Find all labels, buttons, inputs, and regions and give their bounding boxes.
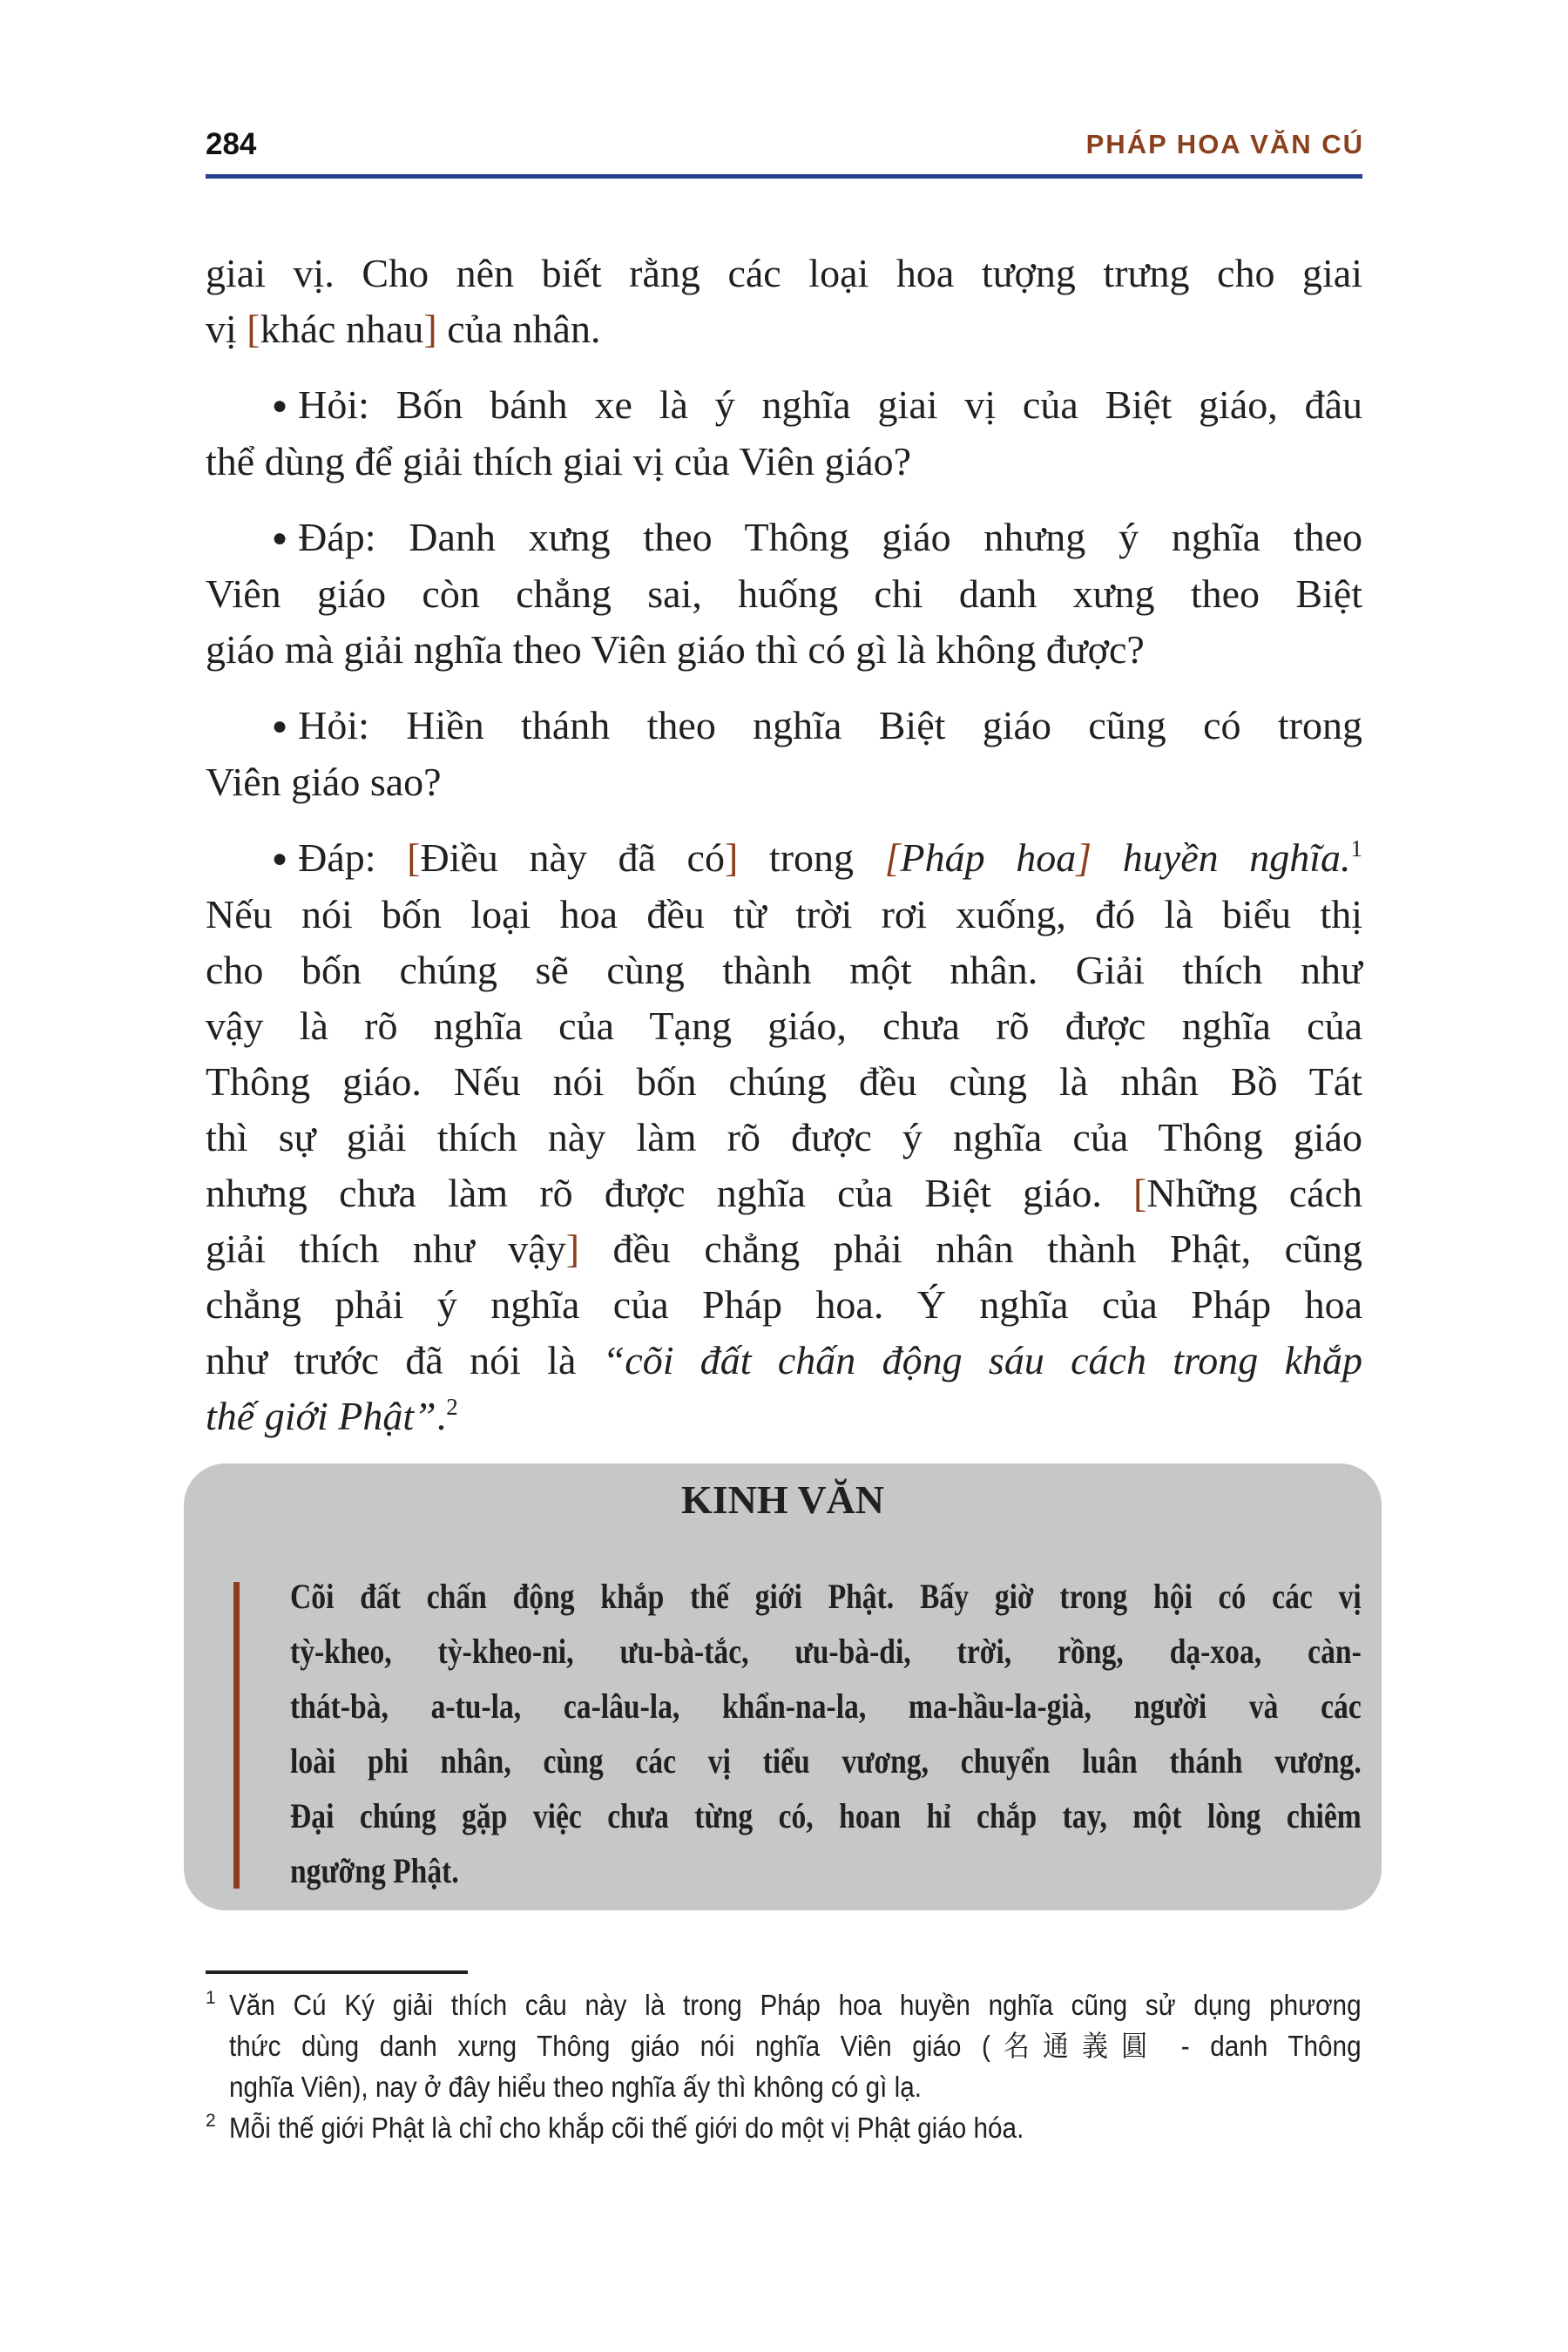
text-line [290, 1843, 1362, 1898]
text-run: Đáp: [298, 835, 408, 880]
text-line [206, 1277, 1362, 1333]
bullet-icon: ● [272, 844, 288, 873]
text-line [206, 246, 1362, 301]
text-line [229, 1984, 1362, 2025]
text-run: ngưỡng Phật. [290, 1851, 459, 1890]
text-line [229, 2107, 1362, 2148]
qa-paragraph [206, 830, 1362, 1444]
text-line [206, 622, 1362, 678]
text-line [206, 301, 1362, 357]
text-line [206, 754, 1362, 810]
italic-text: Pháp hoa [900, 835, 1077, 880]
text-line [206, 943, 1362, 998]
text-run: Nếu nói bốn loại hoa đều từ trời rơi xuống, đó là biểu thị [206, 892, 1362, 936]
text-line [206, 1054, 1362, 1110]
scripture-heading: KINH VĂN [680, 1477, 884, 1522]
text-line [206, 1166, 1362, 1221]
text-line [229, 2025, 1362, 2066]
text-run: Viên giáo còn chẳng sai, huống chi danh xưng theo Biệt [206, 571, 1362, 616]
text-line [206, 377, 1362, 434]
text-run: chẳng phải ý nghĩa của Pháp hoa. Ý nghĩa của Pháp hoa [206, 1282, 1362, 1327]
italic-text: thế giới Phật” [206, 1394, 436, 1438]
text-line [206, 1333, 1362, 1389]
text-line [206, 510, 1362, 566]
text-run: vị [206, 307, 247, 351]
text-line [206, 566, 1362, 622]
editorial-bracket-italic: [ [884, 835, 901, 880]
scripture-text [290, 1569, 1362, 1898]
text-run: thể dùng để giải thích giai vị của Viên giáo? [206, 439, 912, 483]
italic-text: “cõi đất chấn động sáu cách trong khắp [602, 1338, 1362, 1382]
text-run: . [436, 1394, 447, 1438]
text-run: của nhân. [436, 307, 601, 351]
text-run: Điều này đã có [420, 835, 725, 880]
text-run: Văn Cú Ký giải thích câu này là trong Pháp hoa huyền nghĩa cũng sử dụng phương [229, 1989, 1362, 2021]
text-line [206, 887, 1362, 943]
text-run: Đáp: Danh xưng theo Thông giáo nhưng ý nghĩa theo [298, 515, 1362, 559]
header-rule [206, 174, 1362, 179]
italic-text: huyền nghĩa. [1092, 835, 1351, 880]
text-run: trong [738, 835, 885, 880]
text-line [229, 2066, 1362, 2107]
scripture-accent-bar [233, 1582, 240, 1889]
qa-paragraph [206, 377, 1362, 490]
footnote-separator [206, 1970, 468, 1974]
text-line [206, 830, 1362, 887]
text-run: giải thích như vậy [206, 1227, 566, 1271]
editorial-bracket: [ [247, 307, 260, 351]
editorial-bracket: ] [423, 307, 437, 351]
text-run: giai vị. Cho nên biết rằng các loại hoa tượng trưng cho giai [206, 251, 1362, 295]
text-line [206, 698, 1362, 754]
text-line [206, 998, 1362, 1054]
footnote [206, 1984, 1362, 2107]
text-run: cho bốn chúng sẽ cùng thành một nhân. Giải thích như [206, 948, 1362, 992]
text-run: Viên giáo sao? [206, 760, 442, 804]
text-line [290, 1734, 1362, 1788]
text-run: Những cách [1146, 1171, 1362, 1215]
text-run: Hỏi: Bốn bánh xe là ý nghĩa giai vị của Biệt giáo, đâu [298, 382, 1362, 427]
text-run: tỳ-kheo, tỳ-kheo-ni, ưu-bà-tắc, ưu-bà-di, trời, rồng, dạ-xoa, càn- [290, 1632, 1362, 1671]
text-run: Hỏi: Hiền thánh theo nghĩa Biệt giáo cũng có trong [298, 703, 1362, 747]
footnote-marker: 1 [206, 1988, 216, 2008]
editorial-bracket-italic: ] [1076, 835, 1092, 880]
text-run: Thông giáo. Nếu nói bốn chúng đều cùng là nhân Bồ Tát [206, 1059, 1362, 1104]
text-run: như trước đã nói là [206, 1338, 603, 1382]
bullet-icon: ● [272, 524, 288, 552]
qa-paragraph [206, 510, 1362, 678]
text-line [206, 1221, 1362, 1277]
text-run: thức dùng danh xưng Thông giáo nói nghĩa Viên giáo (名通義圓 - danh Thông [229, 2030, 1362, 2062]
text-run: thì sự giải thích này làm rõ được ý nghĩa của Thông giáo [206, 1115, 1362, 1159]
footnotes [206, 1984, 1362, 2148]
text-run: Mỗi thế giới Phật là chỉ cho khắp cõi thế giới do một vị Phật giáo hóa. [229, 2112, 1024, 2144]
footnote [206, 2107, 1362, 2148]
editorial-bracket: [ [1133, 1171, 1147, 1215]
main-text [206, 246, 1362, 1444]
running-title: PHÁP HOA VĂN CÚ [1085, 129, 1364, 159]
editorial-bracket: ] [724, 835, 739, 880]
text-line [290, 1679, 1362, 1734]
text-run: đều chẳng phải nhân thành Phật, cũng [579, 1227, 1362, 1271]
paragraph [206, 246, 1362, 357]
scripture-box [184, 1463, 1382, 1910]
editorial-bracket: ] [565, 1227, 580, 1271]
text-run: loài phi nhân, cùng các vị tiểu vương, chuyển luân thánh vương. [290, 1741, 1362, 1781]
text-line [206, 1110, 1362, 1166]
bullet-icon: ● [272, 712, 288, 740]
text-line [290, 1788, 1362, 1843]
text-line [290, 1624, 1362, 1679]
text-line [206, 434, 1362, 490]
text-run: Đại chúng gặp việc chưa từng có, hoan hỉ chắp tay, một lòng chiêm [290, 1796, 1362, 1835]
text-run: giáo mà giải nghĩa theo Viên giáo thì có gì là không được? [206, 627, 1145, 672]
text-line [290, 1569, 1362, 1624]
text-run: vậy là rõ nghĩa của Tạng giáo, chưa rõ được nghĩa của [206, 1004, 1362, 1048]
editorial-bracket: [ [407, 835, 421, 880]
text-run: khác nhau [260, 307, 424, 351]
footnote-marker: 2 [206, 2111, 216, 2131]
qa-paragraph [206, 698, 1362, 810]
text-run: thát-bà, a-tu-la, ca-lâu-la, khẩn-na-la, ma-hầu-la-già, người và các [290, 1686, 1362, 1726]
text-run: nhưng chưa làm rõ được nghĩa của Biệt giáo. [206, 1171, 1134, 1215]
text-run: nghĩa Viên), nay ở đây hiểu theo nghĩa ấy thì không có gì lạ. [229, 2071, 922, 2103]
text-run: Cõi đất chấn động khắp thế giới Phật. Bấy giờ trong hội có các vị [290, 1577, 1362, 1616]
page-number: 284 [206, 127, 257, 161]
footnote-reference: 1 [1350, 835, 1363, 862]
text-line [206, 1389, 1362, 1444]
footnote-reference: 2 [446, 1394, 458, 1420]
bullet-icon: ● [272, 391, 288, 420]
